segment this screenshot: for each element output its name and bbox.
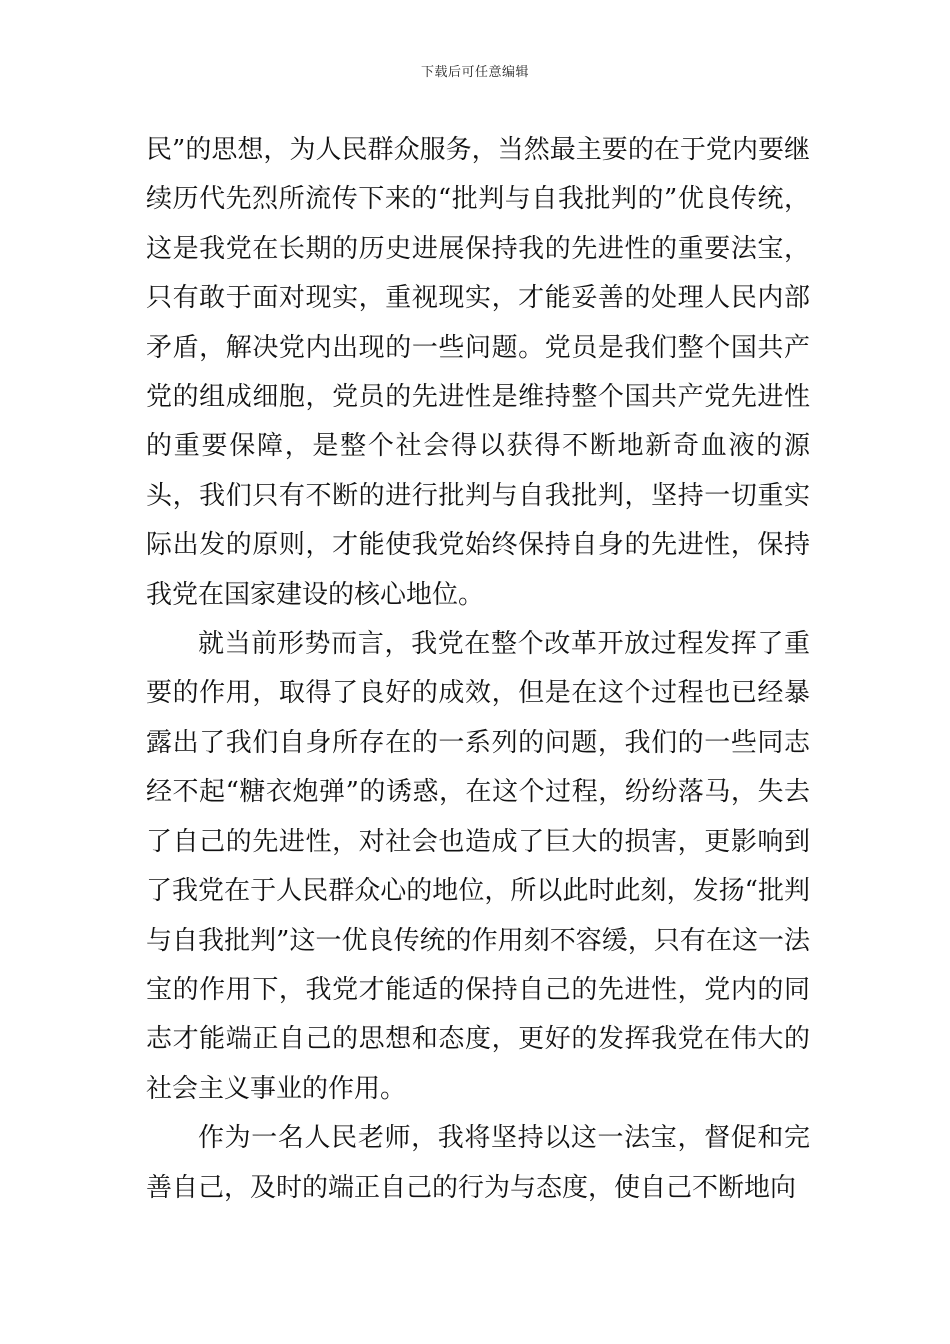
paragraph-2: 就当前形势而言，我党在整个改革开放过程发挥了重要的作用，取得了良好的成效，但是在这个过程也已经暴露出了我们自身所存在的一系列的问题，我们的一些同志经不起“糖衣炮弹”的诱惑，在这个过程，纷纷落马，失去了自己的先进性，对社会也造成了巨大的损害，更影响到了我党在于人民群众心的地位，所以此时此刻，发扬“批判与自我批判”这一优良传统的作用刻不容缓，只有在这一法宝的作用下，我党才能适的保持自己的先进性，党内的同志才能端正自己的思想和态度，更好的发挥我党在伟大的社会主义事业的作用。: [146, 629, 810, 1104]
paragraph-3: 作为一名人民老师，我将坚持以这一法宝，督促和完善自己，及时的端正自己的行为与态度，使自己不断地向: [146, 1123, 810, 1203]
page-header-note: 下载后可任意编辑: [420, 65, 529, 80]
paragraph-1: 民”的思想，为人民群众服务，当然最主要的在于党内要继续历代先烈所流传下来的“批判与自我批判的”优良传统，这是我党在长期的历史进展保持我的先进性的重要法宝，只有敢于面对现实，重视现实，才能妥善的处理人民内部矛盾，解决党内出现的一些问题。党员是我们整个国共产党的组成细胞，党员的先进性是维持整个国共产党先进性的重要保障，是整个社会得以获得不断地新奇血液的源头，我们只有不断的进行批判与自我批判，坚持一切重实际出发的原则，才能使我党始终保持自身的先进性，保持我党在国家建设的核心地位。: [146, 135, 810, 610]
document-body: [146, 126, 810, 1213]
